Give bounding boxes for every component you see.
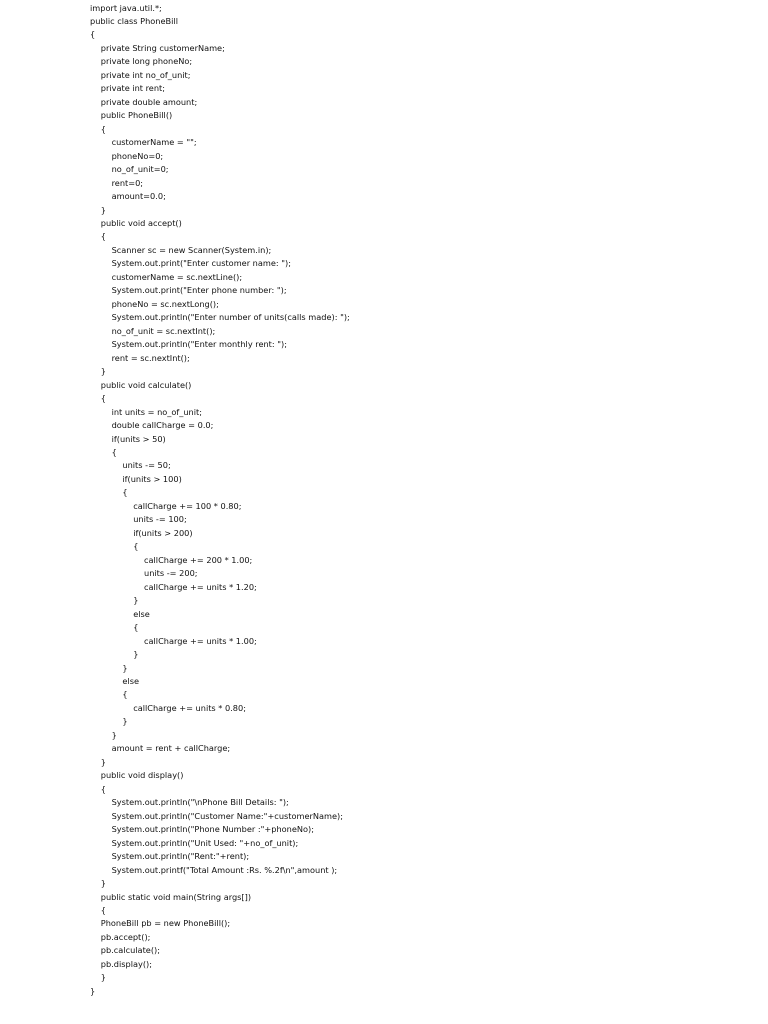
code-line: if(units > 200) (133, 527, 193, 538)
code-line: PhoneBill pb = new PhoneBill(); (100, 918, 231, 929)
code-line: } (133, 649, 139, 660)
code-line: customerName = ""; (111, 137, 197, 148)
code-line: rent=0; (111, 177, 144, 188)
code-line: Scanner sc = new Scanner(System.in); (111, 244, 272, 255)
code-line: if(units > 50) (111, 433, 166, 444)
code-line: rent = sc.nextInt(); (111, 352, 190, 363)
code-line: System.out.println("Enter number of units(calls made): "); (111, 312, 350, 323)
code-line: System.out.printf("Total Amount :Rs. %.2f\n",amount ); (111, 864, 338, 875)
code-line: } (100, 204, 107, 215)
code-line: { (100, 783, 107, 794)
code-line: pb.display(); (100, 958, 153, 969)
code-line: { (100, 393, 107, 404)
code-line: { (133, 541, 139, 552)
code-line: units -= 50; (122, 460, 171, 471)
code-line: units -= 100; (133, 514, 187, 525)
code-line: } (100, 972, 107, 983)
code-line: { (90, 29, 96, 40)
code-line: } (90, 985, 96, 996)
code-line: public static void main(String args[]) (100, 891, 252, 902)
code-line: import java.util.*; (90, 2, 162, 13)
code-line: no_of_unit=0; (111, 164, 169, 175)
code-line: private int rent; (100, 83, 166, 94)
code-line: double callCharge = 0.0; (111, 420, 214, 431)
code-line: callCharge += units * 0.80; (133, 702, 246, 713)
code-line: else (122, 676, 140, 686)
code-line: { (100, 123, 107, 134)
code-line: amount=0.0; (111, 191, 166, 202)
code-line: pb.calculate(); (100, 945, 160, 956)
code-line: amount = rent + callCharge; (111, 743, 231, 754)
code-line: { (100, 904, 107, 915)
code-line: public class PhoneBill (90, 15, 178, 26)
code-line: } (111, 729, 117, 740)
code-line: } (100, 878, 107, 889)
code-line: callCharge += units * 1.20; (144, 581, 257, 592)
code-line: { (122, 487, 128, 498)
code-line: if(units > 100) (122, 473, 182, 484)
code-line: phoneNo=0; (111, 150, 164, 161)
code-line: System.out.println("Customer Name:"+customerName); (111, 810, 343, 821)
code-line: } (122, 662, 128, 673)
code-line: units -= 200; (144, 568, 198, 579)
code-line: pb.accept(); (100, 931, 151, 942)
code-line: System.out.println("Unit Used: "+no_of_unit); (111, 837, 299, 848)
code-line: System.out.println("Enter monthly rent: "); (111, 339, 287, 350)
code-line: { (133, 622, 139, 633)
code-line: else (133, 608, 150, 619)
code-line: callCharge += 200 * 1.00; (144, 554, 253, 565)
code-line: private String customerName; (100, 42, 225, 53)
code-line: public void calculate() (100, 379, 192, 390)
code-line: System.out.print("Enter phone number: "); (111, 285, 287, 296)
code-line: public PhoneBill() (100, 110, 173, 121)
code-line: private double amount; (100, 96, 198, 107)
code-line: { (100, 231, 107, 242)
code-line: System.out.println("Rent:"+rent); (111, 851, 250, 862)
code-line: } (122, 716, 128, 727)
code-line: int units = no_of_unit; (111, 406, 202, 417)
code-line: System.out.println("\nPhone Bill Details: "); (111, 797, 289, 808)
code-line: System.out.print("Enter customer name: "); (111, 258, 291, 269)
code-line: { (111, 447, 117, 457)
code-line: no_of_unit = sc.nextInt(); (111, 325, 216, 336)
code-line: customerName = sc.nextLine(); (111, 271, 243, 282)
code-line: { (122, 689, 128, 700)
code-line: phoneNo = sc.nextLong(); (111, 298, 219, 309)
code-line: System.out.println("Phone Number :"+phoneNo); (111, 824, 314, 835)
code-line: } (133, 595, 139, 606)
code-line: callCharge += units * 1.00; (144, 635, 257, 646)
code-line: public void display() (100, 770, 184, 781)
code-line: public void accept() (100, 218, 182, 229)
code-line: private int no_of_unit; (100, 69, 191, 80)
code-line: callCharge += 100 * 0.80; (133, 500, 242, 511)
code-line: } (100, 366, 107, 377)
code-line: } (100, 756, 107, 767)
code-line: private long phoneNo; (100, 56, 193, 67)
